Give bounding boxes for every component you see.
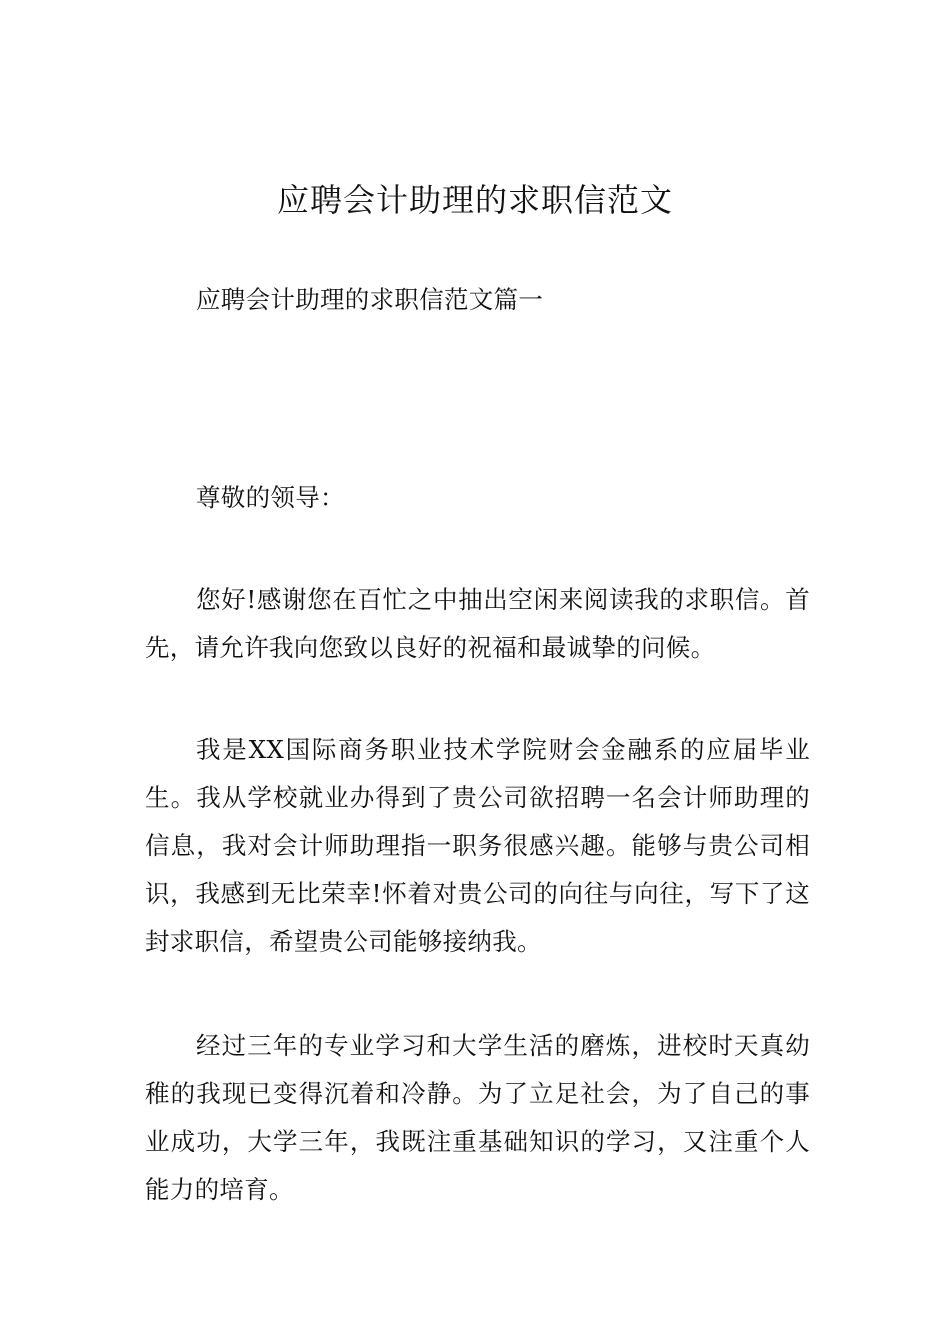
document-title: 应聘会计助理的求职信范文 (276, 181, 673, 219)
paragraph-intro: 我是XX国际商务职业技术学院财会金融系的应届毕业生。我从学校就业办得到了贵公司欲招聘一名会计师助理的信息，我对会计师助理指一职务很感兴趣。能够与贵公司相识，我感到无比荣幸!怀着对贵公司的向往与向往，写下了这封求职信，希望贵公司能够接纳我。 (145, 735, 810, 956)
section-subtitle: 应聘会计助理的求职信范文篇一 (196, 285, 544, 314)
paragraph-experience: 经过三年的专业学习和大学生活的磨炼，进校时天真幼稚的我现已变得沉着和冷静。为了立足社会，为了自己的事业成功，大学三年，我既注重基础知识的学习，又注重个人能力的培育。 (145, 1031, 810, 1204)
salutation: 尊敬的领导： (196, 483, 345, 512)
paragraph-greeting: 您好!感谢您在百忙之中抽出空闲来阅读我的求职信。首先，请允许我向您致以良好的祝福和最诚挚的问候。 (145, 585, 810, 662)
